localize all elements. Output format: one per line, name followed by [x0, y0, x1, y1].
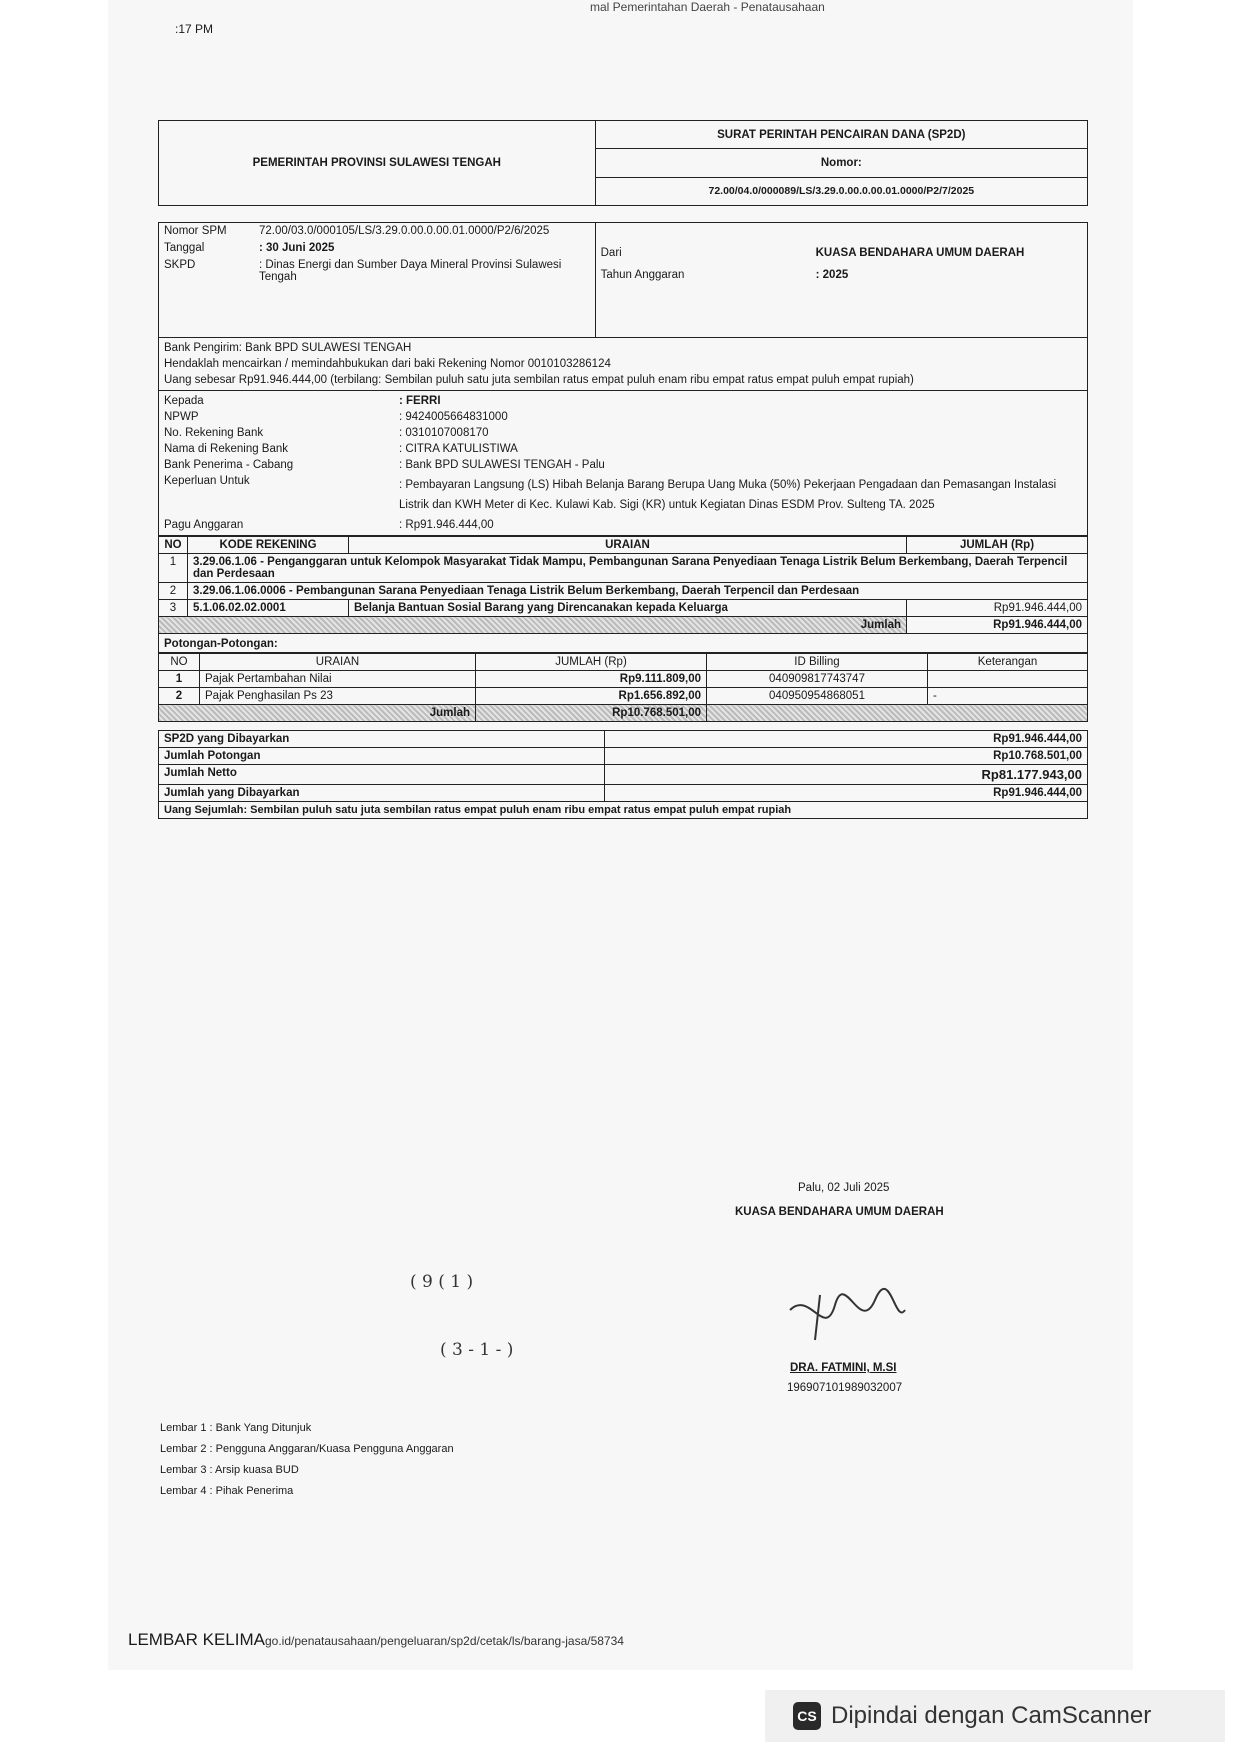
- bank-pengirim: Bank Pengirim: Bank BPD SULAWESI TENGAH: [164, 342, 412, 354]
- penerima-value: : 0310107008170: [399, 427, 489, 439]
- penerima-value: : CITRA KATULISTIWA: [399, 443, 518, 455]
- penerima-list: [164, 395, 1082, 531]
- skpd-value: : Dinas Energi dan Sumber Daya Mineral Provinsi Sulawesi Tengah: [259, 259, 562, 283]
- pot-uraian: Pajak Penghasilan Ps 23: [200, 688, 476, 705]
- tahun-value: : 2025: [815, 269, 849, 281]
- pot-col-uraian: URAIAN: [200, 654, 476, 671]
- rekening-table: [158, 536, 1088, 634]
- pot-billing: 040950954868051: [707, 688, 928, 705]
- jumlah-value: Rp91.946.444,00: [907, 617, 1088, 634]
- spm-info-table: [158, 222, 1088, 338]
- penerima-label: Pagu Anggaran: [164, 519, 244, 531]
- spm-left: [159, 223, 596, 338]
- sign-nip: 196907101989032007: [787, 1382, 903, 1394]
- row-uraian: Belanja Bantuan Sosial Barang yang Direncanakan kepada Keluarga: [349, 600, 907, 617]
- footer-url: go.id/penatausahaan/pengeluaran/sp2d/cetak/ls/barang-jasa/58734: [265, 1634, 624, 1648]
- table-row: [159, 600, 1088, 617]
- col-kode: KODE REKENING: [188, 537, 349, 554]
- handwritten-note: ( 3 - 1 - ): [440, 1340, 514, 1360]
- col-uraian: URAIAN: [349, 537, 907, 554]
- penerima-value: : Pembayaran Langsung (LS) Hibah Belanja Barang Berupa Uang Muka (50%) Pekerjaan Pengadaan dan Pemasangan Instalasi Listrik dan KWH Meter di Kec. Kulawi Kab. Sigi (KR) untuk Kegiatan Dinas ESDM Prov. Sulteng TA. 2025: [399, 479, 1057, 511]
- pot-no: 1: [159, 671, 200, 688]
- tanggal-value: : 30 Juni 2025: [259, 242, 335, 254]
- summary-label: Jumlah Potongan: [159, 748, 605, 765]
- pot-jumlah-label: Jumlah: [159, 705, 476, 722]
- row-no: 1: [159, 554, 188, 583]
- sp2d-document: [158, 120, 1088, 819]
- government-name: PEMERINTAH PROVINSI SULAWESI TENGAH: [159, 121, 596, 206]
- camscanner-text: Dipindai dengan CamScanner: [831, 1702, 1152, 1729]
- penerima-section: [158, 391, 1088, 536]
- nomor-spm-label: Nomor SPM: [164, 225, 227, 237]
- penerima-value: : Bank BPD SULAWESI TENGAH - Palu: [399, 459, 605, 471]
- row-text: 3.29.06.1.06.0006 - Pembangunan Sarana Penyediaan Tenaga Listrik Belum Berkembang, Daerah Terpencil dan Perdesaan: [188, 583, 1088, 600]
- sign-name: DRA. FATMINI, M.SI: [790, 1362, 897, 1374]
- penerima-value: : FERRI: [399, 395, 441, 407]
- table-row: [159, 688, 1088, 705]
- summary-label: Jumlah yang Dibayarkan: [159, 785, 605, 802]
- dari-label: Dari: [600, 247, 622, 259]
- pot-shade: [707, 705, 1088, 722]
- handwritten-note: ( 9 ( 1 ): [410, 1272, 474, 1292]
- lembar-item: Lembar 4 : Pihak Penerima: [160, 1485, 294, 1497]
- row-text: 3.29.06.1.06 - Penganggaran untuk Kelompok Masyarakat Tidak Mampu, Pembangunan Sarana Penyediaan Tenaga Listrik Belum Berkembang, Daerah Terpencil dan Perdesaan: [188, 554, 1088, 583]
- tanggal-label: Tanggal: [164, 242, 205, 254]
- penerima-label: Kepada: [164, 395, 204, 407]
- table-row: [159, 554, 1088, 583]
- nomor-value: 72.00/04.0/000089/LS/3.29.0.00.0.00.01.0000/P2/7/2025: [595, 177, 1087, 205]
- sign-role: KUASA BENDAHARA UMUM DAERAH: [735, 1206, 944, 1218]
- col-no: NO: [159, 537, 188, 554]
- pot-jumlah: Rp9.111.809,00: [476, 671, 707, 688]
- sign-place-date: Palu, 02 Juli 2025: [798, 1182, 890, 1194]
- table-row: [159, 671, 1088, 688]
- summary-table: [158, 730, 1088, 819]
- pot-ket: [928, 671, 1088, 688]
- pot-col-billing: ID Billing: [707, 654, 928, 671]
- tahun-label: Tahun Anggaran: [600, 269, 685, 281]
- lembar-list: [160, 1418, 454, 1502]
- table-row: [159, 583, 1088, 600]
- summary-value: Rp81.177.943,00: [604, 765, 1087, 785]
- penerima-label: NPWP: [164, 411, 199, 423]
- lembar-item: Lembar 1 : Bank Yang Ditunjuk: [160, 1422, 312, 1434]
- pot-col-jumlah: JUMLAH (Rp): [476, 654, 707, 671]
- camscanner-watermark: [765, 1690, 1225, 1742]
- uang-sebesar-text: Uang sebesar Rp91.946.444,00 (terbilang: Sembilan puluh satu juta sembilan ratus empat puluh enam ribu empat ratus empat puluh empat rupiah): [164, 374, 914, 386]
- pot-billing: 040909817743747: [707, 671, 928, 688]
- summary-label: Jumlah Netto: [159, 765, 605, 785]
- dari-value: KUASA BENDAHARA UMUM DAERAH: [815, 247, 1025, 259]
- skpd-label: SKPD: [164, 259, 196, 271]
- pot-jumlah: Rp1.656.892,00: [476, 688, 707, 705]
- jumlah-label: Jumlah: [159, 617, 907, 634]
- pot-uraian: Pajak Pertambahan Nilai: [200, 671, 476, 688]
- camscanner-logo-icon: CS: [793, 1702, 821, 1730]
- row-no: 2: [159, 583, 188, 600]
- row-kode: 5.1.06.02.02.0001: [188, 600, 349, 617]
- table-row: [159, 765, 1088, 785]
- penerima-label: Nama di Rekening Bank: [164, 443, 289, 455]
- lembar-item: Lembar 2 : Pengguna Anggaran/Kuasa Pengguna Anggaran: [160, 1443, 454, 1455]
- pot-ket: -: [928, 688, 1088, 705]
- header-table: [158, 120, 1088, 206]
- potongan-table: [158, 653, 1088, 722]
- summary-value: Rp10.768.501,00: [604, 748, 1087, 765]
- table-row: [159, 748, 1088, 765]
- bank-section: [158, 338, 1088, 391]
- signature-scribble: [780, 1280, 910, 1350]
- potongan-title: Potongan-Potongan:: [164, 638, 278, 650]
- summary-value: Rp91.946.444,00: [604, 731, 1087, 748]
- table-row: [159, 731, 1088, 748]
- pot-col-ket: Keterangan: [928, 654, 1088, 671]
- pot-no: 2: [159, 688, 200, 705]
- footer: [128, 1630, 624, 1650]
- nomor-label: Nomor:: [595, 149, 1087, 177]
- terbilang: Uang Sejumlah: Sembilan puluh satu juta sembilan ratus empat puluh enam ribu empat ratus empat puluh empat rupiah: [159, 802, 1088, 819]
- pot-col-no: NO: [159, 654, 200, 671]
- lembar-item: Lembar 3 : Arsip kuasa BUD: [160, 1464, 299, 1476]
- col-jumlah: JUMLAH (Rp): [907, 537, 1088, 554]
- spm-right: [595, 223, 1087, 338]
- hendaklah-text: Hendaklah mencairkan / memindahbukukan dari baki Rekening Nomor 0010103286124: [164, 358, 611, 370]
- penerima-value: : Rp91.946.444,00: [399, 519, 494, 531]
- lembar-kelima: LEMBAR KELIMA: [128, 1630, 265, 1649]
- table-row: [159, 785, 1088, 802]
- penerima-label: No. Rekening Bank: [164, 427, 264, 439]
- pot-jumlah-value: Rp10.768.501,00: [476, 705, 707, 722]
- summary-value: Rp91.946.444,00: [604, 785, 1087, 802]
- penerima-value: : 9424005664831000: [399, 411, 508, 423]
- nomor-spm-value: 72.00/03.0/000105/LS/3.29.0.00.0.00.01.0000/P2/6/2025: [259, 225, 550, 237]
- row-jumlah: Rp91.946.444,00: [907, 600, 1088, 617]
- row-no: 3: [159, 600, 188, 617]
- print-time: :17 PM: [175, 22, 214, 36]
- summary-label: SP2D yang Dibayarkan: [159, 731, 605, 748]
- print-header-url: mal Pemerintahan Daerah - Penatausahaan: [590, 0, 825, 14]
- penerima-label: Bank Penerima - Cabang: [164, 459, 294, 471]
- penerima-label: Keperluan Untuk: [164, 475, 250, 487]
- doc-title: SURAT PERINTAH PENCAIRAN DANA (SP2D): [595, 121, 1087, 149]
- potongan-section: [158, 634, 1088, 653]
